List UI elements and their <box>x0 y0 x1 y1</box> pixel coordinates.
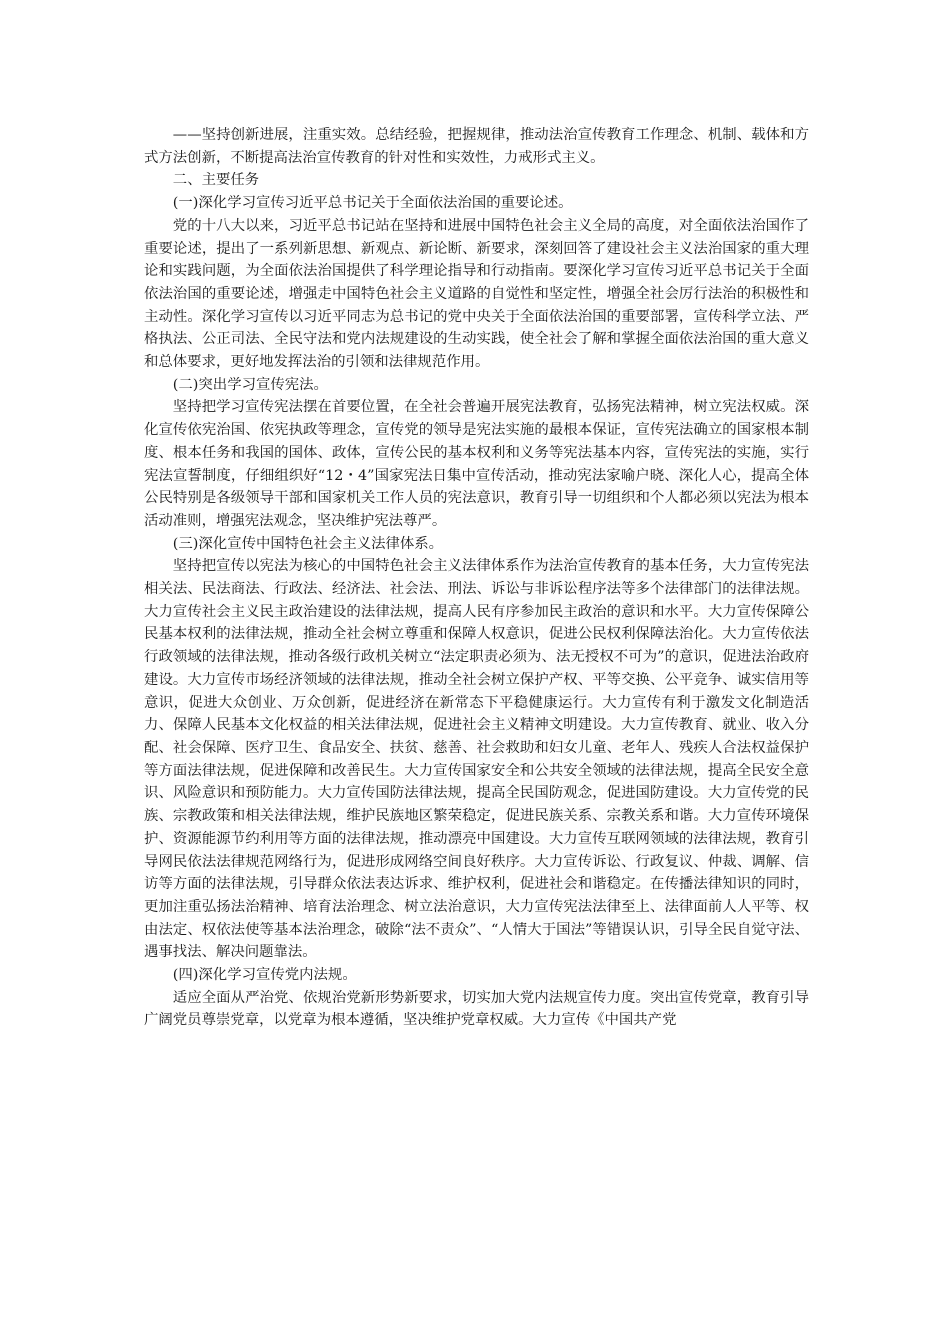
document-body <box>144 124 809 1032</box>
paragraph-subsection-3: 坚持把宣传以宪法为核心的中国特色社会主义法律体系作为法治宣传教育的基本任务，大力宣传宪法相关法、民法商法、行政法、经济法、社会法、刑法、诉讼与非诉讼程序法等多个法律部门的法律法规。大力宣传社会主义民主政治建设的法律法规，提高人民有序参加民主政治的意识和水平。大力宣传保障公民基本权利的法律法规，推动全社会树立尊重和保障人权意识，促进公民权利保障法治化。大力宣传依法行政领域的法律法规，推动各级行政机关树立“法定职责必须为、法无授权不可为”的意识，促进法治政府建设。大力宣传市场经济领域的法律法规，推动全社会树立保护产权、平等交换、公平竞争、诚实信用等意识，促进大众创业、万众创新，促进经济在新常态下平稳健康运行。大力宣传有利于激发文化制造活力、保障人民基本文化权益的相关法律法规，促进社会主义精神文明建设。大力宣传教育、就业、收入分配、社会保障、医疗卫生、食品安全、扶贫、慈善、社会救助和妇女儿童、老年人、残疾人合法权益保护等方面法律法规，促进保障和改善民生。大力宣传国家安全和公共安全领域的法律法规，提高全民安全意识、风险意识和预防能力。大力宣传国防法律法规，提高全民国防观念，促进国防建设。大力宣传党的民族、宗教政策和相关法律法规，维护民族地区繁荣稳定，促进民族关系、宗教关系和谐。大力宣传环境保护、资源能源节约利用等方面的法律法规，推动漂亮中国建设。大力宣传互联网领域的法律法规，教育引导网民依法法律规范网络行为，促进形成网络空间良好秩序。大力宣传诉讼、行政复议、仲裁、调解、信访等方面的法律法规，引导群众依法表达诉求、维护权利，促进社会和谐稳定。在传播法律知识的同时，更加注重弘扬法治精神、培育法治理念、树立法治意识，大力宣传宪法法律至上、法律面前人人平等、权由法定、权依法使等基本法治理念，破除“法不责众”、“人情大于国法”等错误认识，引导全民自觉守法、遇事找法、解决问题靠法。 <box>144 558 809 961</box>
paragraph-subsection-2: 坚持把学习宣传宪法摆在首要位置，在全社会普遍开展宪法教育，弘扬宪法精神，树立宪法权威。深化宣传依宪治国、依宪执政等理念，宣传党的领导是宪法实施的最根本保证，宣传宪法确立的国家根本制度、根本任务和我国的国体、政体，宣传公民的基本权利和义务等宪法基本内容，宣传宪法的实施，实行宪法宣誓制度，仔细组织好“12・4”国家宪法日集中宣传活动，推动宪法家喻户晓、深化人心，提高全体公民特别是各级领导干部和国家机关工作人员的宪法意识，教育引导一切组织和个人都必须以宪法为根本活动准则，增强宪法观念，坚决维护宪法尊严。 <box>144 399 809 529</box>
subsection-heading-1: (一)深化学习宣传习近平总书记关于全面依法治国的重要论述。 <box>172 195 573 212</box>
subsection-heading-3: (三)深化宣传中国特色社会主义法律体系。 <box>172 535 444 552</box>
paragraph-subsection-1: 党的十八大以来，习近平总书记站在坚持和进展中国特色社会主义全局的高度，对全面依法治国作了重要论述，提出了一系列新思想、新观点、新论断、新要求，深刻回答了建设社会主义法治国家的重大理论和实践问题，为全面依法治国提供了科学理论指导和行动指南。要深化学习宣传习近平总书记关于全面依法治国的重要论述，增强走中国特色社会主义道路的自觉性和坚定性，增强全社会厉行法治的积极性和主动性。深化学习宣传以习近平同志为总书记的党中央关于全面依法治国的重要部署，宣传科学立法、严格执法、公正司法、全民守法和党内法规建设的生动实践，使全社会了解和掌握全面依法治国的重大意义和总体要求，更好地发挥法治的引领和法律规范作用。 <box>144 217 809 371</box>
section-heading-main-tasks: 二、主要任务 <box>172 172 260 189</box>
paragraph-subsection-4: 适应全面从严治党、依规治党新形势新要求，切实加大党内法规宣传力度。突出宣传党章，教育引导广阔党员尊崇党章，以党章为根本遵循，坚决维护党章权威。大力宣传《中国共产党 <box>144 989 809 1029</box>
subsection-heading-4: (四)深化学习宣传党内法规。 <box>172 967 357 984</box>
subsection-heading-2: (二)突出学习宣传宪法。 <box>172 376 328 393</box>
paragraph-principle-innovation: ——坚持创新进展，注重实效。总结经验，把握规律，推动法治宣传教育工作理念、机制、载体和方式方法创新，不断提高法治宣传教育的针对性和实效性，力戒形式主义。 <box>144 127 809 166</box>
